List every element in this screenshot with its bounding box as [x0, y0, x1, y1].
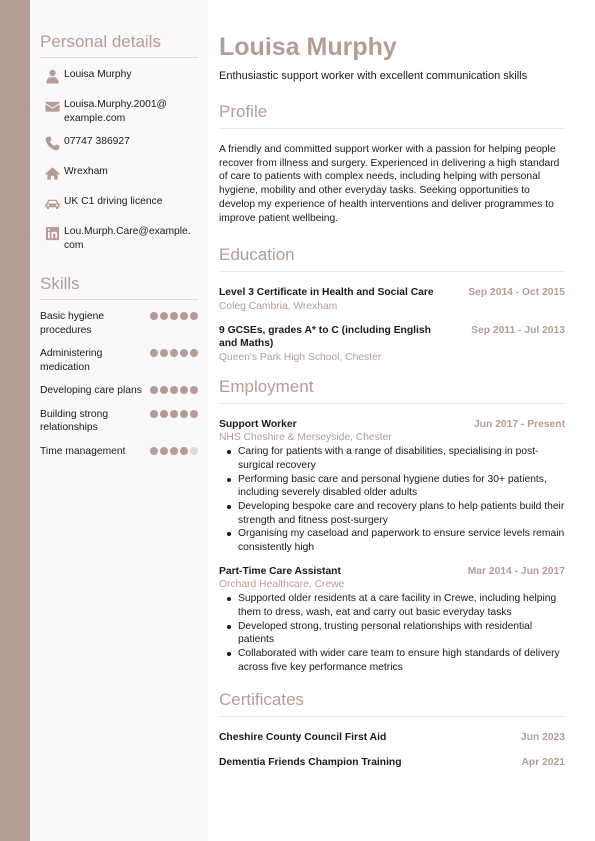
rating-dot-filled: [180, 447, 188, 455]
contact-name: [40, 68, 198, 88]
certificate-name: Dementia Friends Champion Training: [219, 757, 402, 769]
education-section: [219, 245, 565, 365]
person-icon: [40, 68, 64, 84]
candidate-name: Louisa Murphy: [219, 33, 397, 61]
contact-linkedin-text[interactable]: [64, 225, 191, 252]
main-content: [208, 0, 595, 841]
rating-dot-filled: [150, 386, 158, 394]
car-icon: [40, 195, 64, 211]
rating-dot-filled: [160, 410, 168, 418]
rating-dot-filled: [160, 447, 168, 455]
tagline: Enthusiastic support worker with excellent communication skills: [219, 70, 528, 82]
email-line-1: Louisa.Murphy.2001@: [64, 99, 167, 110]
skill-rating: [150, 347, 198, 357]
rating-dot-filled: [180, 349, 188, 357]
personal-details-heading: Personal details: [40, 32, 198, 58]
list-item: Developed strong, trusting personal relationships with residential patients: [219, 620, 565, 647]
skill-item: [40, 384, 198, 398]
skill-name: Building strong relationships: [40, 408, 109, 433]
entry-date: Mar 2014 - Jun 2017: [467, 565, 565, 577]
skill-name: Basic hygiene procedures: [40, 311, 105, 336]
skill-item: [40, 445, 198, 459]
contact-name-text: Louisa Murphy: [64, 69, 132, 80]
education-entry: [219, 324, 565, 365]
rating-dot-filled: [150, 349, 158, 357]
rating-dot-filled: [190, 386, 198, 394]
list-item: Collaborated with wider care team to ensure high standards of delivery across five key performance metrics: [219, 647, 565, 674]
skill-name: Developing care plans: [40, 385, 142, 396]
sidebar: [30, 0, 208, 841]
employment-entry: [219, 418, 565, 555]
list-item: Organising my caseload and paperwork to ensure service levels remain consistently high: [219, 527, 565, 554]
linkedin-icon: [40, 225, 64, 241]
rating-dot-filled: [150, 447, 158, 455]
entry-institution: Coleg Cambria, Wrexham: [219, 300, 338, 312]
email-line-2: example.com: [64, 112, 126, 124]
skill-rating: [150, 445, 198, 455]
rating-dot-filled: [180, 410, 188, 418]
entry-institution: Queen's Park High School, Chester: [219, 352, 382, 364]
rating-dot-filled: [190, 349, 198, 357]
entry-title: Support Worker: [219, 418, 297, 430]
skill-rating: [150, 408, 198, 418]
envelope-icon: [40, 98, 64, 114]
profile-text: A friendly and committed support worker with a passion for helping people recover from illness and surgery. Experienced in delivering a high standard of care to patients with complex needs, including helping with personal hygiene, mobility and other everyday tasks. Seeking opportunities to develop my experience of health interventions and deliver programmes to improve patient wellbeing.: [219, 144, 560, 224]
skill-item: [40, 408, 198, 435]
employment-section: [219, 377, 565, 675]
contact-location-text: Wrexham: [64, 166, 108, 177]
rating-dot-filled: [170, 410, 178, 418]
entry-employer: Orchard Healthcare, Crewe: [219, 579, 345, 591]
skills-heading: Skills: [40, 274, 198, 300]
contact-linkedin: [40, 225, 198, 252]
entry-title: Part-Time Care Assistant: [219, 565, 341, 577]
contact-licence-text: UK C1 driving licence: [64, 196, 163, 207]
certificates-heading: Certificates: [219, 690, 565, 717]
certificates-section: [219, 690, 565, 769]
contact-email: [40, 98, 198, 125]
certificate-date: Apr 2021: [521, 757, 565, 769]
skill-rating: [150, 384, 198, 394]
list-item: Supported older residents at a care facility in Crewe, including helping them to dress, wash, eat and carry out basic everyday tasks: [219, 592, 565, 619]
rating-dot-filled: [170, 386, 178, 394]
rating-dot-filled: [190, 312, 198, 320]
skill-item: [40, 347, 198, 374]
list-item: Caring for patients with a range of disabilities, specialising in post-surgical recovery: [219, 445, 565, 472]
contact-phone-text: 07747 386927: [64, 136, 130, 147]
entry-title: Level 3 Certificate in Health and Social Care: [219, 287, 434, 299]
rating-dot-filled: [150, 410, 158, 418]
contact-phone: [40, 135, 198, 155]
entry-title: 9 GCSEs, grades A* to C (including English and Maths): [219, 324, 431, 350]
list-item: Performing basic care and personal hygiene duties for 30+ patients, including severely disabled older adults: [219, 473, 565, 500]
contact-licence: [40, 195, 198, 215]
skill-name: Administering medication: [40, 348, 103, 373]
list-item: Developing bespoke care and recovery plans to help patients build their strength and fitness post-surgery: [219, 500, 565, 527]
certificate-item: [219, 756, 565, 770]
skill-item: [40, 310, 198, 337]
employment-entry: [219, 565, 565, 675]
rating-dot-filled: [150, 312, 158, 320]
skill-rating: [150, 310, 198, 320]
education-entry: [219, 286, 565, 313]
entry-employer: NHS Cheshire & Merseyside, Chester: [219, 432, 392, 444]
entry-date: Jun 2017 - Present: [474, 418, 565, 430]
entry-date: Sep 2014 - Oct 2015: [468, 287, 565, 299]
skill-name: Time management: [40, 445, 126, 457]
rating-dot-empty: [190, 447, 198, 455]
phone-icon: [40, 135, 64, 151]
duties-list: [219, 445, 565, 555]
certificate-name: Cheshire County Council First Aid: [219, 732, 387, 744]
accent-stripe: [0, 0, 30, 841]
home-icon: [40, 165, 64, 181]
employment-heading: Employment: [219, 377, 565, 404]
rating-dot-filled: [190, 410, 198, 418]
rating-dot-filled: [160, 312, 168, 320]
rating-dot-filled: [170, 349, 178, 357]
rating-dot-filled: [180, 386, 188, 394]
profile-heading: Profile: [219, 102, 565, 129]
duties-list: [219, 592, 565, 674]
profile-section: [219, 102, 565, 225]
certificate-date: Jun 2023: [520, 732, 565, 744]
education-heading: Education: [219, 245, 565, 272]
certificate-item: [219, 731, 565, 745]
linkedin-line-1: Lou.Murph.Care@example.: [64, 226, 191, 237]
rating-dot-filled: [160, 349, 168, 357]
rating-dot-filled: [170, 447, 178, 455]
contact-email-text[interactable]: [64, 98, 167, 125]
rating-dot-filled: [180, 312, 188, 320]
rating-dot-filled: [170, 312, 178, 320]
contact-location: [40, 165, 198, 185]
linkedin-line-2: com: [64, 239, 84, 251]
entry-date: Sep 2011 - Jul 2013: [471, 324, 565, 336]
rating-dot-filled: [160, 386, 168, 394]
